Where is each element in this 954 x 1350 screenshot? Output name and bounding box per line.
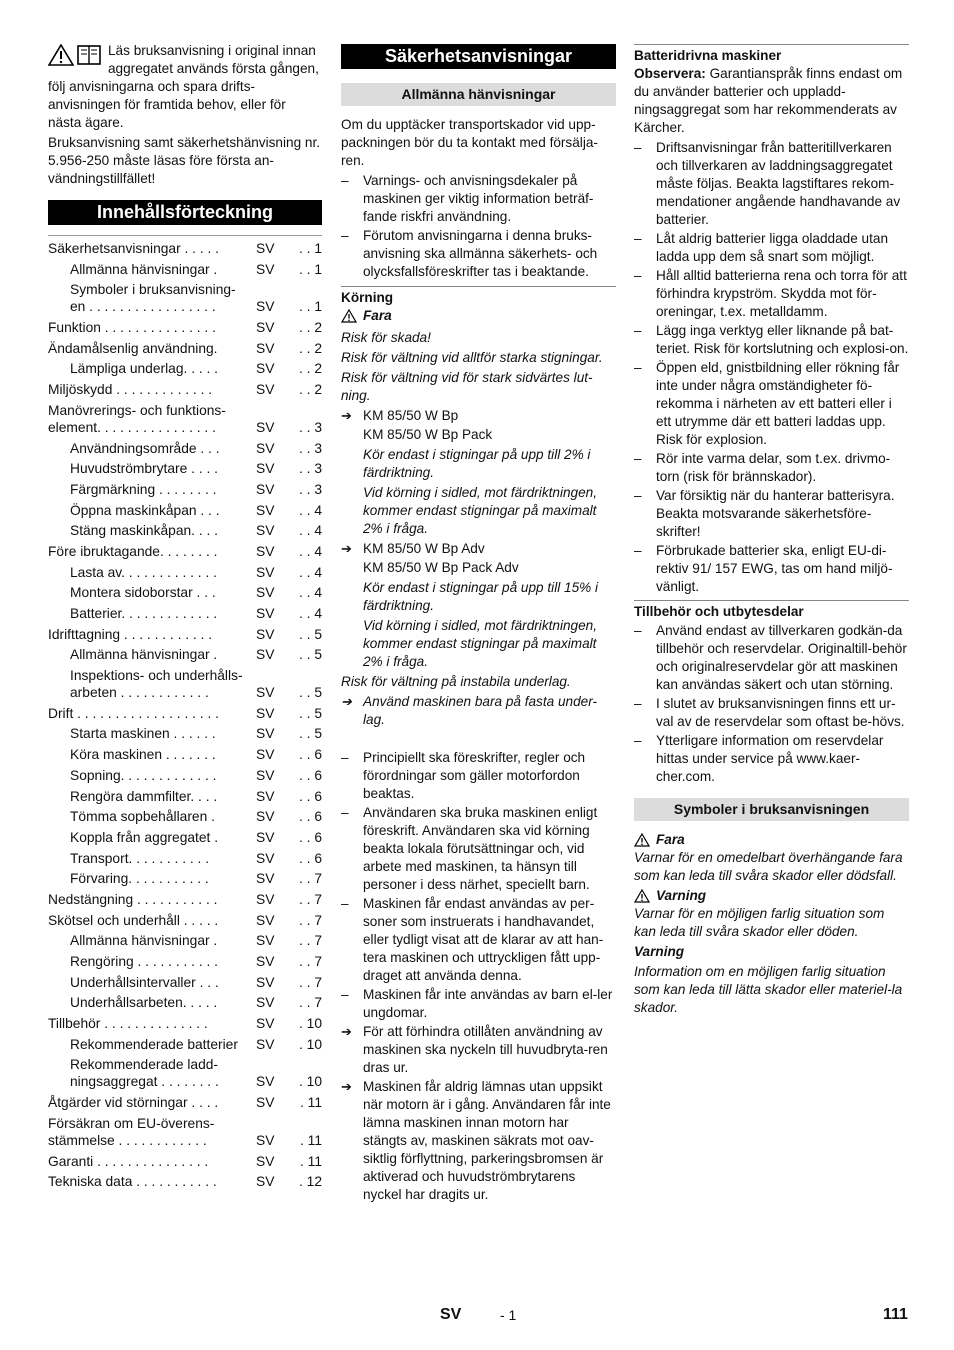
toc-entry-page: . . 7 <box>298 912 322 928</box>
note-text: Vid körning i sidled, mot färdriktningen, kommer endast stigningar på maximalt 2% i fråga. <box>363 485 597 536</box>
toc-entry-title: Huvudströmbrytare . . . . <box>70 461 218 477</box>
toc-entry-page: . . 7 <box>298 871 322 887</box>
list-item: – Använd endast av tillverkaren godkän-da tillbehör och reservdelar. Originaltill-behör och originalreservdelar gör att maskinen kan användas säkert och utan störning. <box>634 623 907 692</box>
heading-korning: Körning <box>341 286 616 307</box>
toc-entry-title: Montera sidoborstar . . . <box>70 585 216 601</box>
toc-entry-title: Manövrerings- och funktions- element. . . . . . . . . . . . . . . . <box>48 402 226 435</box>
list-item: – Förbrukade batterier ska, enligt EU-di-rektiv 91/ 157 EWG, tas om hand miljö-vänligt. <box>634 543 893 594</box>
toc-entry-page: . . 6 <box>298 767 322 783</box>
fara-text: Varnar för en omedelbart överhängande fara som kan leda till svåra skador eller dödsfall. <box>634 850 903 883</box>
list-item: – I slutet av bruksanvisningen finns ett ur-val av de reservdelar som oftast be-hövs. <box>634 696 905 729</box>
paragraph: Om du upptäcker transportskador vid upp-packningen bör du ta kontakt med försälja-ren. <box>341 117 598 168</box>
toc-entry-page: . . 6 <box>298 809 322 825</box>
toc-entry[interactable] <box>48 440 322 457</box>
list-item: – Driftsanvisningar från batteritillverkaren och tillverkaren av laddningsaggregatet måste följas. Beakta lagstiftares rekom-mendationer angående handhavande av batterier. <box>634 140 901 227</box>
toc-entry-page: . . 5 <box>298 626 322 642</box>
toc-entry-lang: SV <box>256 299 275 315</box>
toc-entry-lang: SV <box>256 1174 275 1190</box>
list-item: – Låt aldrig batterier ligga oladdade utan ladda upp dem så snart som möjligt. <box>634 231 889 264</box>
toc-entry-page: . . 3 <box>298 419 322 435</box>
toc-entry-lang: SV <box>256 1074 275 1090</box>
toc-entry-lang: SV <box>256 850 275 866</box>
toc-entry-title: Allmänna hänvisningar . <box>70 261 218 277</box>
subsection-title: Allmänna hänvisningar <box>341 83 616 106</box>
toc-entry[interactable] <box>48 564 322 581</box>
danger-label: Fara <box>341 307 616 325</box>
toc-entry-lang: SV <box>256 1095 275 1111</box>
toc-entry-title: Starta maskinen . . . . . . <box>70 726 216 742</box>
toc-entry-lang: SV <box>256 685 275 701</box>
toc-entry-page: . . 7 <box>298 954 322 969</box>
toc-entry-lang: SV <box>256 647 275 663</box>
toc-entry[interactable] <box>48 1036 322 1053</box>
toc-entry-title: Säkerhetsanvisningar . . . . . <box>48 241 220 256</box>
toc-entry[interactable] <box>48 1056 322 1090</box>
warning-text: Varnar för en möjligen farlig situation som kan leda till svåra skador eller döden. <box>634 906 885 939</box>
toc-entry-page: . . 7 <box>298 995 322 1011</box>
toc-entry-page: . . 7 <box>298 891 322 907</box>
toc-entry-title: Koppla från aggregatet . <box>70 829 219 845</box>
footer-lang: SV <box>440 1306 462 1323</box>
toc-entry-lang: SV <box>256 705 275 721</box>
intro-block <box>48 42 322 188</box>
arrow-icon: ➔ <box>341 1024 352 1039</box>
toc-entry-page: . . 1 <box>298 241 322 256</box>
list-item: – Principiellt ska föreskrifter, regler och förordningar som gäller motorfordon beaktas. <box>341 750 586 801</box>
toc-entry-title: Lämpliga underlag. . . . . <box>70 361 219 377</box>
toc-entry-title: Rekommenderade batterier <box>70 1036 238 1052</box>
toc-entry-page: . 10 <box>298 1016 322 1032</box>
symbols-title: Symboler i bruksanvisningen <box>634 798 909 821</box>
toc-entry-page: . . 4 <box>298 543 322 559</box>
list-item: – Ytterligare information om reservdelar hittas under service på www.kaer-cher.com. <box>634 733 884 784</box>
toc-entry[interactable] <box>48 543 322 560</box>
toc-entry-title: Batterier. . . . . . . . . . . . . <box>70 606 218 621</box>
observe-paragraph: Observera: Garantianspråk finns endast om du använder batterier och uppladd-ningsaggregat som har rekommenderats av Kärcher. <box>634 66 903 135</box>
toc-entry-page: . . 4 <box>298 585 322 601</box>
toc-entry[interactable] <box>48 240 322 257</box>
toc-entry-title: Allmänna hänvisningar . <box>70 647 218 663</box>
toc-entry-title: Idrifttagning . . . . . . . . . . . . <box>48 626 213 642</box>
toc-entry-page: . 11 <box>300 1132 322 1148</box>
intro-text-2: Bruksanvisning samt säkerhetshänvisning nr. 5.956-250 måste läsas före första an-vändningstillfället! <box>48 135 321 186</box>
toc-entry-page: . . 5 <box>298 705 322 721</box>
toc-entry-lang: SV <box>256 995 275 1011</box>
toc-entry-lang: SV <box>256 1036 275 1052</box>
intro-text-1: Läs bruksanvisning i original innan aggregatet används första gången, följ anvisningarna och spara drifts-anvisningen för framtida behov, eller för nästa ägare. <box>48 43 319 130</box>
toc-entry[interactable] <box>48 1153 322 1170</box>
footer-local-page: - 1 <box>500 1307 517 1323</box>
toc-entry-page: . . 5 <box>298 726 322 742</box>
model-name: KM 85/50 W Bp Pack <box>363 427 493 442</box>
toc-entry[interactable] <box>48 402 322 436</box>
toc-entry-title: Transport. . . . . . . . . . . <box>70 850 210 866</box>
toc-entry-page: . 10 <box>298 1036 322 1052</box>
risk-text: Risk för vältning vid alltför starka stigningar. <box>341 350 603 365</box>
toc-entry[interactable] <box>48 725 322 742</box>
warning-triangle-icon <box>48 44 74 66</box>
toc-entry[interactable] <box>48 705 322 722</box>
toc-entry-page: . . 1 <box>298 299 322 315</box>
toc-entry-title: Miljöskydd . . . . . . . . . . . . . <box>48 382 213 398</box>
toc-entry-page: . 10 <box>298 1074 322 1090</box>
right-column <box>634 42 909 1019</box>
toc-entry-page: . . 4 <box>298 564 322 580</box>
model-name: KM 85/50 W Bp Pack Adv <box>363 560 519 575</box>
toc-entry[interactable] <box>48 932 322 949</box>
note-text: Kör endast i stigningar på upp till 2% i färdriktning. <box>363 447 591 480</box>
danger-label: Fara <box>634 831 909 849</box>
list-item: – Användaren ska bruka maskinen enligt föreskrift. Användaren ska vid körning beakta lokala förutsättningar och, vid arbete med maskinen, ta hänsyn till personer i dess närhet, speciellt barn. <box>341 805 598 892</box>
manual-book-icon <box>76 44 102 66</box>
toc-entry[interactable] <box>48 667 322 701</box>
toc-entry-lang: SV <box>256 1016 275 1032</box>
toc-entry[interactable] <box>48 281 322 315</box>
toc-entry[interactable] <box>48 1094 322 1111</box>
toc-entry-title: Förvaring. . . . . . . . . . . <box>70 871 209 887</box>
toc-entry-lang: SV <box>256 626 275 642</box>
toc-entry-page: . . 5 <box>298 685 322 701</box>
toc-entry[interactable] <box>48 829 322 846</box>
toc-entry-title: Försäkran om EU-överens- stämmelse . . . . . . . . . . . . <box>48 1115 215 1148</box>
toc-entry-lang: SV <box>256 829 275 845</box>
toc-entry[interactable] <box>48 994 322 1011</box>
toc-entry-lang: SV <box>256 912 275 928</box>
toc-entry-title: Öppna maskinkåpan . . . <box>70 502 220 518</box>
toc-entry-title: Funktion . . . . . . . . . . . . . . . <box>48 320 216 336</box>
toc-entry-lang: SV <box>256 1132 275 1148</box>
toc-entry[interactable] <box>48 502 322 519</box>
toc-entry-title: Nedstängning . . . . . . . . . . . <box>48 891 218 907</box>
toc-entry-title: Rengöring . . . . . . . . . . . <box>70 954 218 969</box>
arrow-icon: ➔ <box>341 694 352 709</box>
toc-entry-title: Färgmärkning . . . . . . . . <box>70 481 217 497</box>
toc-entry-lang: SV <box>256 320 275 336</box>
toc-entry-lang: SV <box>256 564 275 580</box>
toc-entry-title: Köra maskinen . . . . . . . <box>70 747 216 763</box>
toc-entry-title: Före ibruktagande. . . . . . . . <box>48 543 218 559</box>
toc-entry-lang: SV <box>256 788 275 804</box>
toc-entry[interactable] <box>48 605 322 622</box>
toc-entry[interactable] <box>48 646 322 663</box>
toc-entry-lang: SV <box>256 382 275 398</box>
list-item: – Öppen eld, gnistbildning eller rökning får inte under några omständigheter fö-rekomma i närheten av ett batteri eller i ett utrymme där ett batteri laddas upp. Risk för explosion. <box>634 360 900 447</box>
toc-entry-title: Sopning. . . . . . . . . . . . . <box>70 767 217 783</box>
toc-entry-page: . 11 <box>300 1095 322 1111</box>
toc-entry-lang: SV <box>256 767 275 783</box>
toc-entry-page: . 12 <box>298 1174 322 1190</box>
heading-batteries: Batteridrivna maskiner <box>634 44 909 65</box>
toc-entry-lang: SV <box>256 461 275 477</box>
toc-entry-title: Garanti . . . . . . . . . . . . . . . <box>48 1153 209 1169</box>
risk-text: Risk för vältning på instabila underlag. <box>341 674 571 689</box>
toc-entry-title: Stäng maskinkåpan. . . . <box>70 523 219 539</box>
toc-entry-title: Symboler i bruksanvisning- en . . . . . . . . . . . . . . . . . <box>70 282 236 315</box>
toc-entry-lang: SV <box>256 585 275 601</box>
toc-entry-page: . . 2 <box>298 320 322 336</box>
toc-entry-lang: SV <box>256 1153 275 1169</box>
toc-entry[interactable] <box>48 261 322 278</box>
toc-entry-page: . . 6 <box>298 788 322 804</box>
toc-entry-title: Underhållsintervaller . . . <box>70 974 219 990</box>
warning-triangle-icon <box>634 833 650 847</box>
list-item: ➔ Maskinen får aldrig lämnas utan uppsikt när motorn är i gång. Användaren får inte lämna maskinen innan motorn har stängts av, maskinen säkrats mot oav-siktlig förflyttning, parkeringsbromsen är aktiverad och huvudströmbrytarens nyckel har dragits ur. <box>341 1079 611 1202</box>
toc-entry[interactable] <box>48 360 322 377</box>
toc-entry[interactable] <box>48 912 322 929</box>
toc-entry[interactable] <box>48 340 322 357</box>
caution-label: Varning <box>634 944 685 959</box>
toc-entry-page: . . 3 <box>298 440 322 456</box>
list-item: ➔ För att förhindra otillåten användning av maskinen ska nyckeln till huvudbryta-ren dras ur. <box>341 1024 608 1075</box>
table-of-contents <box>48 235 322 1190</box>
list-item: ➔ KM 85/50 W Bp <box>341 408 459 423</box>
list-item: – Rör inte varma delar, som t.ex. drivmo-torn (risk för brännskador). <box>634 451 891 484</box>
toc-entry[interactable] <box>48 481 322 498</box>
toc-entry-page: . 11 <box>300 1153 322 1169</box>
toc-entry-title: Drift . . . . . . . . . . . . . . . . . . . <box>48 705 219 721</box>
toc-entry-title: Rengöra dammfilter. . . . <box>70 788 218 804</box>
toc-entry-page: . . 6 <box>298 850 322 866</box>
toc-entry[interactable] <box>48 953 322 970</box>
risk-text: Risk för vältning vid för stark sidvärtes lut-ning. <box>341 370 593 403</box>
toc-entry[interactable] <box>48 381 322 398</box>
warning-label: Varning <box>634 887 909 905</box>
toc-entry[interactable] <box>48 974 322 991</box>
toc-entry-lang: SV <box>256 241 275 256</box>
left-column <box>48 42 322 1194</box>
arrow-icon: ➔ <box>341 408 352 423</box>
toc-entry-page: . . 2 <box>298 382 322 398</box>
toc-entry-page: . . 2 <box>298 361 322 377</box>
toc-entry-title: Allmänna hänvisningar . <box>70 933 218 949</box>
toc-entry-lang: SV <box>256 523 275 539</box>
toc-entry-title: Tekniska data . . . . . . . . . . . <box>48 1174 217 1190</box>
toc-entry-lang: SV <box>256 726 275 742</box>
toc-entry-page: . . 6 <box>298 829 322 845</box>
toc-entry-lang: SV <box>256 974 275 990</box>
list-item: – Maskinen får endast användas av per-soner som instruerats i handhavandet, eller tydligt visat att de klarar av att han-tera maskinen och uttryckligen fått upp-draget att använda denna. <box>341 896 604 983</box>
page-number: 111 <box>883 1306 908 1323</box>
toc-entry[interactable] <box>48 584 322 601</box>
toc-entry[interactable] <box>48 319 322 336</box>
warning-triangle-icon <box>341 309 357 323</box>
toc-entry[interactable] <box>48 746 322 763</box>
toc-entry-lang: SV <box>256 809 275 825</box>
note-text: Vid körning i sidled, mot färdriktningen, kommer endast stigningar på maximalt 2% i fråga. <box>363 618 597 669</box>
toc-entry-lang: SV <box>256 933 275 949</box>
toc-entry-title: Lasta av. . . . . . . . . . . . . <box>70 564 217 580</box>
toc-entry-lang: SV <box>256 891 275 907</box>
toc-entry[interactable] <box>48 1173 322 1190</box>
toc-entry-page: . . 2 <box>298 340 322 356</box>
risk-text: Risk för skada! <box>341 330 431 345</box>
toc-entry-lang: SV <box>256 747 275 763</box>
toc-entry-lang: SV <box>256 543 275 559</box>
toc-entry[interactable] <box>48 522 322 539</box>
toc-entry-title: Åtgärder vid störningar . . . . <box>48 1095 219 1111</box>
toc-entry-title: Underhållsarbeten. . . . . <box>70 995 218 1011</box>
toc-entry-title: Inspektions- och underhålls- arbeten . . . . . . . . . . . . <box>70 668 243 701</box>
toc-entry-page: . . 4 <box>298 502 322 518</box>
toc-entry-page: . . 6 <box>298 747 322 763</box>
list-item: – Förutom anvisningarna i denna bruks-anvisning ska allmänna säkerhets- och olycksfallsföreskrifter tas i beaktande. <box>341 228 598 279</box>
middle-column <box>341 42 616 1205</box>
toc-entry[interactable] <box>48 460 322 477</box>
toc-entry[interactable] <box>48 891 322 908</box>
toc-entry-page: . . 3 <box>298 481 322 497</box>
toc-entry[interactable] <box>48 788 322 805</box>
toc-entry-page: . . 4 <box>298 523 322 539</box>
toc-entry-lang: SV <box>256 871 275 887</box>
toc-entry-page: . . 7 <box>298 974 322 990</box>
toc-entry-lang: SV <box>256 419 275 435</box>
toc-title: Innehållsförteckning <box>48 200 322 225</box>
list-item: ➔ Använd maskinen bara på fasta under-lag. <box>341 694 598 727</box>
toc-entry[interactable] <box>48 626 322 643</box>
toc-entry-title: Ändamålsenlig användning. <box>48 340 218 356</box>
toc-entry-lang: SV <box>256 440 275 456</box>
toc-entry-title: Användningsområde . . . <box>70 440 220 456</box>
list-item: – Lägg inga verktyg eller liknande på bat-teriet. Risk för kortslutning och explosi-on. <box>634 323 909 356</box>
toc-entry-page: . . 4 <box>298 606 322 621</box>
toc-entry-title: Tillbehör . . . . . . . . . . . . . . <box>48 1016 208 1032</box>
toc-entry-lang: SV <box>256 954 275 969</box>
toc-entry-title: Rekommenderade ladd- ningsaggregat . . . . . . . . <box>70 1057 219 1090</box>
toc-entry-lang: SV <box>256 502 275 518</box>
list-item: – Håll alltid batterierna rena och torra för att förhindra krypström. Skydda mot för-oreningar, t.ex. metalldamm. <box>634 268 907 319</box>
toc-entry[interactable] <box>48 1015 322 1032</box>
toc-entry[interactable] <box>48 808 322 825</box>
toc-entry[interactable] <box>48 1115 322 1149</box>
toc-entry[interactable] <box>48 767 322 784</box>
note-text: Kör endast i stigningar på upp till 15% i färdriktning. <box>363 580 599 613</box>
toc-entry-lang: SV <box>256 361 275 377</box>
toc-entry-title: Tömma sopbehållaren . <box>70 809 215 825</box>
list-item: – Varnings- och anvisningsdekaler på maskinen ger viktig information beträf-fande riskfri användning. <box>341 173 594 224</box>
toc-entry[interactable] <box>48 850 322 867</box>
warning-manual-icons <box>48 44 102 66</box>
list-item: ➔ KM 85/50 W Bp Adv <box>341 541 485 556</box>
toc-entry-lang: SV <box>256 606 275 621</box>
toc-entry-page: . . 3 <box>298 461 322 477</box>
toc-entry-title: Skötsel och underhåll . . . . . <box>48 912 219 928</box>
list-item: – Maskinen får inte användas av barn el-ler ungdomar. <box>341 987 613 1020</box>
toc-entry-page: . . 7 <box>298 933 322 949</box>
heading-accessories: Tillbehör och utbytesdelar <box>634 600 909 621</box>
arrow-icon: ➔ <box>341 541 352 556</box>
arrow-icon: ➔ <box>341 1079 352 1094</box>
toc-entry-page: . . 5 <box>298 647 322 663</box>
toc-entry[interactable] <box>48 870 322 887</box>
toc-entry-page: . . 1 <box>298 261 322 277</box>
toc-entry-lang: SV <box>256 340 275 356</box>
section-title: Säkerhetsanvisningar <box>341 44 616 69</box>
caution-text: Information om en möjligen farlig situation som kan leda till lätta skador eller materiel-la skador. <box>634 964 903 1015</box>
toc-entry-lang: SV <box>256 481 275 497</box>
toc-entry-lang: SV <box>256 261 275 277</box>
list-item: – Var försiktig när du hanterar batterisyra. Beakta motsvarande säkerhetsföre-skrifter! <box>634 488 895 539</box>
warning-triangle-icon <box>634 889 650 903</box>
